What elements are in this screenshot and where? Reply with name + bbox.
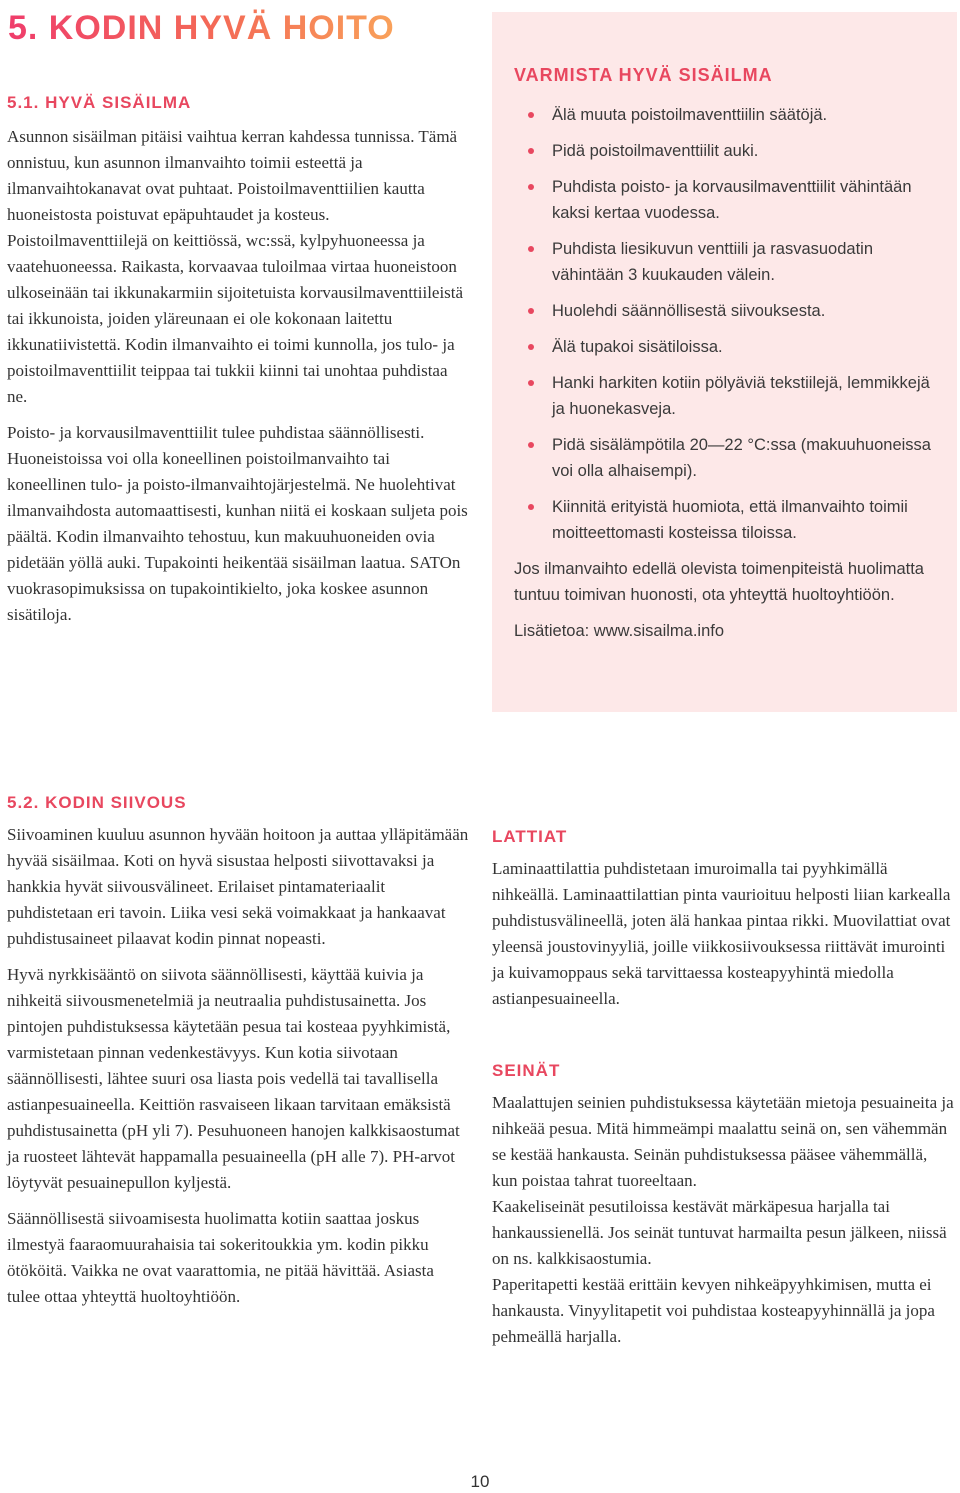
paragraph: Säännöllisestä siivoamisesta huolimatta kotiin saattaa joskus ilmestyä faaraomuurahaisia tai sokeritoukkia ym. kodin pikku ötököitä. Vaikka ne ovat vaarattomia, ne pitää hävittää. Asiasta tulee ottaa yhteyttä huoltoyhtiöön. xyxy=(7,1209,434,1306)
paragraph: Paperitapetti kestää erittäin kevyen nihkeäpyyhkimisen, mutta ei hankausta. Vinyylitapetit voi puhdistaa kosteapyyhinnällä ja jopa pehmeällä harjalla. xyxy=(492,1275,935,1346)
list-item: Älä muuta poistoilmaventtiilin säätöjä. xyxy=(514,102,937,128)
list-item: Älä tupakoi sisätiloissa. xyxy=(514,334,937,360)
list-item: Kiinnitä erityistä huomiota, että ilmanvaihto toimii moitteettomasti kosteissa tiloissa. xyxy=(514,494,937,546)
bullet-icon xyxy=(528,246,534,252)
bullet-icon xyxy=(528,344,534,350)
bullet-icon xyxy=(528,148,534,154)
paragraph: Laminaattilattia puhdistetaan imuroimalla tai pyyhkimällä nihkeällä. Laminaattilattian pinta vaurioituu helposti liian karkealla puhdistusvälineellä, joten älä hankaa pintaa rikki. Muovilattiat ovat yleensä joustovinyyliä, joille viikkosiivouksessa riittävät imurointi ja kuivamoppaus sekä tarvittaessa kosteapyyhintä miedolla astianpesuaineella. xyxy=(492,859,951,1008)
checklist xyxy=(514,102,937,546)
more-info-link[interactable]: Lisätietoa: www.sisailma.info xyxy=(514,622,725,640)
bullet-icon xyxy=(528,184,534,190)
subsection-walls xyxy=(492,1060,954,1350)
list-item: Pidä poistoilmaventtiilit auki. xyxy=(514,138,937,164)
paragraph: Maalattujen seinien puhdistuksessa käytetään mietoja pesuaineita ja nihkeää pesua. Mitä himmeämpi maalattu seinä on, sen vähemmän se kestää hankausta. Seinän puhdistuksessa pääsee vähemmällä, kun poistaa tahrat tuoreeltaan. xyxy=(492,1093,954,1190)
subsection-floors xyxy=(492,826,954,1022)
list-item: Hanki harkiten kotiin pölyäviä tekstiilejä, lemmikkejä ja huonekasveja. xyxy=(514,370,937,422)
list-item: Puhdista liesikuvun venttiili ja rasvasuodatin vähintään 3 kuukauden välein. xyxy=(514,236,937,288)
subsection-heading: SEINÄT xyxy=(492,1061,561,1080)
bullet-icon xyxy=(528,112,534,118)
paragraph: Asunnon sisäilman pitäisi vaihtua kerran kahdessa tunnissa. Tämä onnistuu, kun asunnon ilmanvaihto toimii esteettä ja ilmanvaihtokanavat ovat puhtaat. Poistoilmaventtiilien kautta huoneistosta poistuvat epäpuhtaudet ja kosteus. Poistoilmaventtiilejä on keittiössä, wc:ssä, kylpyhuoneessa ja vaatehuoneessa. Raikasta, korvaavaa tuloilmaa virtaa huoneistoon ulkoseinään tai ikkunakarmiin sijoitetuista korvausilmaventtiileistä tai ikkunoista, joiden yläreunaan ei ole kokonaan laitettu ikkunatiivistettä. Kodin ilmanvaihto ei toimi kunnolla, jos tulo- ja poistoilmaventtiilit teippaa tai tukkii kiinni tai unohtaa puhdistaa ne. xyxy=(7,127,464,406)
chapter-title: 5. KODIN HYVÄ HOITO xyxy=(8,9,395,47)
paragraph: Kaakeliseinät pesutiloissa kestävät märkäpesua harjalla tai hankaussienellä. Jos seinät tuntuvat harmailta pesun jälkeen, niissä on ns. kalkkisaostumia. xyxy=(492,1197,947,1268)
bullet-icon xyxy=(528,442,534,448)
bullet-icon xyxy=(528,380,534,386)
paragraph: Siivoaminen kuuluu asunnon hyvään hoitoon ja auttaa ylläpitämään hyvää sisäilmaa. Koti on hyvä sisustaa helposti siivottavaksi ja hankkia hyvät siivousvälineet. Erilaiset pintamateriaalit puhdistetaan eri tavoin. Liika vesi sekä voimakkaat ja hankaavat puhdistusaineet pilaavat kodin pinnat nopeasti. xyxy=(7,825,469,948)
list-item: Huolehdi säännöllisestä siivouksesta. xyxy=(514,298,937,324)
box-note: Jos ilmanvaihto edellä olevista toimenpiteistä huolimatta tuntuu toimivan huonosti, ota yhteyttä huoltoyhtiöön. xyxy=(514,560,924,604)
subsection-heading: LATTIAT xyxy=(492,827,568,846)
paragraph: Poisto- ja korvausilmaventtiilit tulee puhdistaa säännöllisesti. Huoneistoissa voi olla koneellinen poistoilmanvaihto tai koneellinen tulo- ja poisto-ilmanvaihtojärjestelmä. Ne huolehtivat ilmanvaihdosta automaattisesti, kunhan niitä ei koskaan suljeta pois päältä. Kodin ilmanvaihto tehostuu, kun makuuhuoneiden ovia pidetään yöllä auki. Tupakointi heikentää sisäilman laatua. SATOn vuokrasopimuksissa on tupakointikielto, joka koskee asunnon sisätiloja. xyxy=(7,423,468,624)
box-heading: VARMISTA HYVÄ SISÄILMA xyxy=(514,65,773,85)
page-number: 10 xyxy=(470,1472,490,1491)
bullet-icon xyxy=(528,504,534,510)
section-home-cleaning xyxy=(7,792,469,1320)
paragraph: Hyvä nyrkkisääntö on siivota säännöllisesti, käyttää kuivia ja nihkeitä siivousmenetelmiä ja neutraalia puhdistusainetta. Jos pintojen puhdistuksessa käytetään pesua tai kosteaa pyyhkimistä, varmistetaan pinnan vedenkestävyys. Kun kotia siivotaan säännöllisesti, lähtee suuri osa liasta pois vedellä tai tavallisella astianpesuaineella. Keittiön rasvaiseen likaan tarvitaan emäksistä puhdistusainetta (pH yli 7). Pesuhuoneen hanojen kalkkisaostumat ja ruosteet lähtevät happamalla pesuaineella (pH alle 7). PH-arvot löytyvät pesuainepullon kyljestä. xyxy=(7,965,460,1192)
list-item: Puhdista poisto- ja korvausilmaventtiilit vähintään kaksi kertaa vuodessa. xyxy=(514,174,937,226)
section-heading: 5.1. HYVÄ SISÄILMA xyxy=(7,93,192,112)
indoor-air-checklist-box xyxy=(492,12,957,712)
section-good-indoor-air xyxy=(7,92,469,638)
section-heading: 5.2. KODIN SIIVOUS xyxy=(7,793,187,812)
bullet-icon xyxy=(528,308,534,314)
list-item: Pidä sisälämpötila 20—22 °C:ssa (makuuhuoneissa voi olla alhaisempi). xyxy=(514,432,937,484)
